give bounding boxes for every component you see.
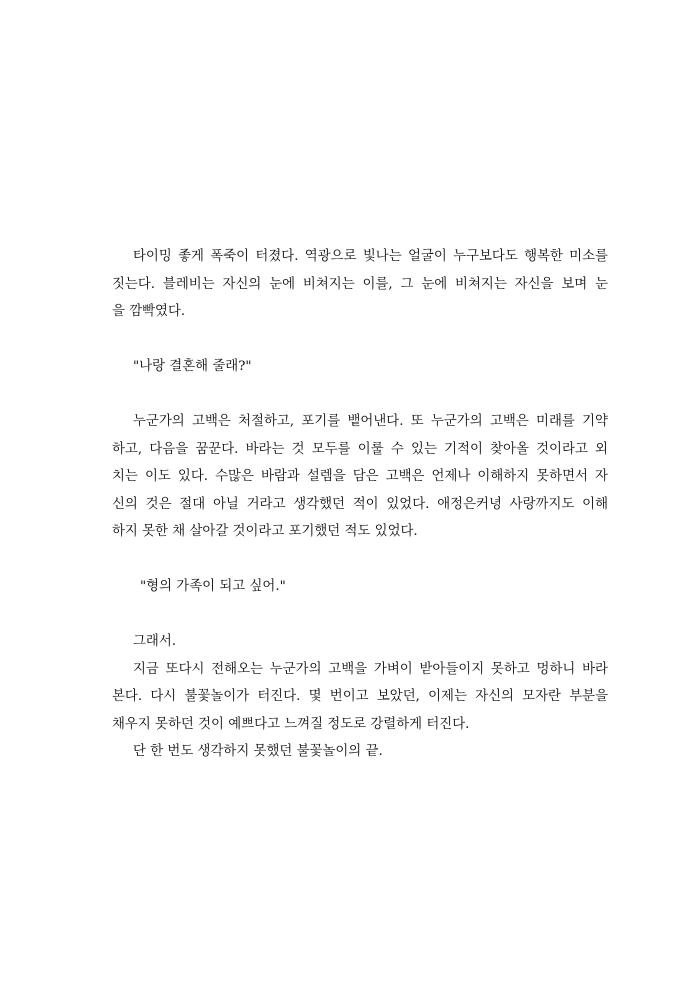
paragraph-gap	[112, 326, 608, 354]
paragraph-so	[112, 628, 608, 656]
text-line: 단 한 번도 생각하지 못했던 불꽃놀이의 끝.	[133, 744, 383, 759]
paragraph-again	[112, 656, 608, 739]
text-line: 타이밍 좋게 폭죽이 터졌다. 역광으로 빛나는 얼굴이 누구보다도 행복한 미소를	[133, 249, 608, 264]
text-line: 짓는다. 블레비는 자신의 눈에 비쳐지는 이를, 그 눈에 비쳐지는 자신을 보며 눈	[112, 276, 608, 292]
dialogue-line: "형의 가족이 되고 싶어."	[140, 579, 286, 594]
text-line: 누군가의 고백은 처절하고, 포기를 뱉어낸다. 또 누군가의 고백은 미래를 기약	[133, 414, 608, 429]
text-line: 신의 것은 절대 아닐 거라고 생각했던 적이 있었다. 애정은커녕 사랑까지도 이해	[112, 496, 608, 512]
text-line: 그래서.	[133, 634, 177, 649]
paragraph-gap	[112, 601, 608, 629]
text-line: 하고, 다음을 꿈꾼다. 바라는 것 모두를 이룰 수 있는 기적이 찾아올 것이라고 외	[112, 441, 608, 457]
story-text	[112, 243, 608, 766]
dialogue-proposal	[112, 353, 608, 381]
paragraph-gap	[112, 381, 608, 409]
dialogue-line: "나랑 결혼해 줄래?"	[133, 359, 252, 374]
text-line: 본다. 다시 불꽃놀이가 터진다. 몇 번이고 보았던, 이제는 자신의 모자란 부분을	[112, 689, 608, 704]
paragraph-gap	[112, 546, 608, 574]
text-line: 채우지 못하던 것이 예쁘다고 느껴질 정도로 강렬하게 터진다.	[112, 716, 470, 732]
paragraph-ending	[112, 738, 608, 766]
dialogue-family	[112, 573, 608, 601]
paragraph-confessions	[112, 408, 608, 546]
text-line: 을 깜빡였다.	[112, 304, 186, 319]
text-line: 하지 못한 채 살아갈 것이라고 포기했던 적도 있었다.	[112, 524, 418, 539]
text-line: 치는 이도 있다. 수많은 바람과 설렘을 담은 고백은 언제나 이해하지 못하면서 자	[112, 469, 608, 484]
text-line: 지금 또다시 전해오는 누군가의 고백을 가벼이 받아들이지 못하고 멍하니 바라	[133, 661, 608, 677]
paragraph-fireworks	[112, 243, 608, 326]
